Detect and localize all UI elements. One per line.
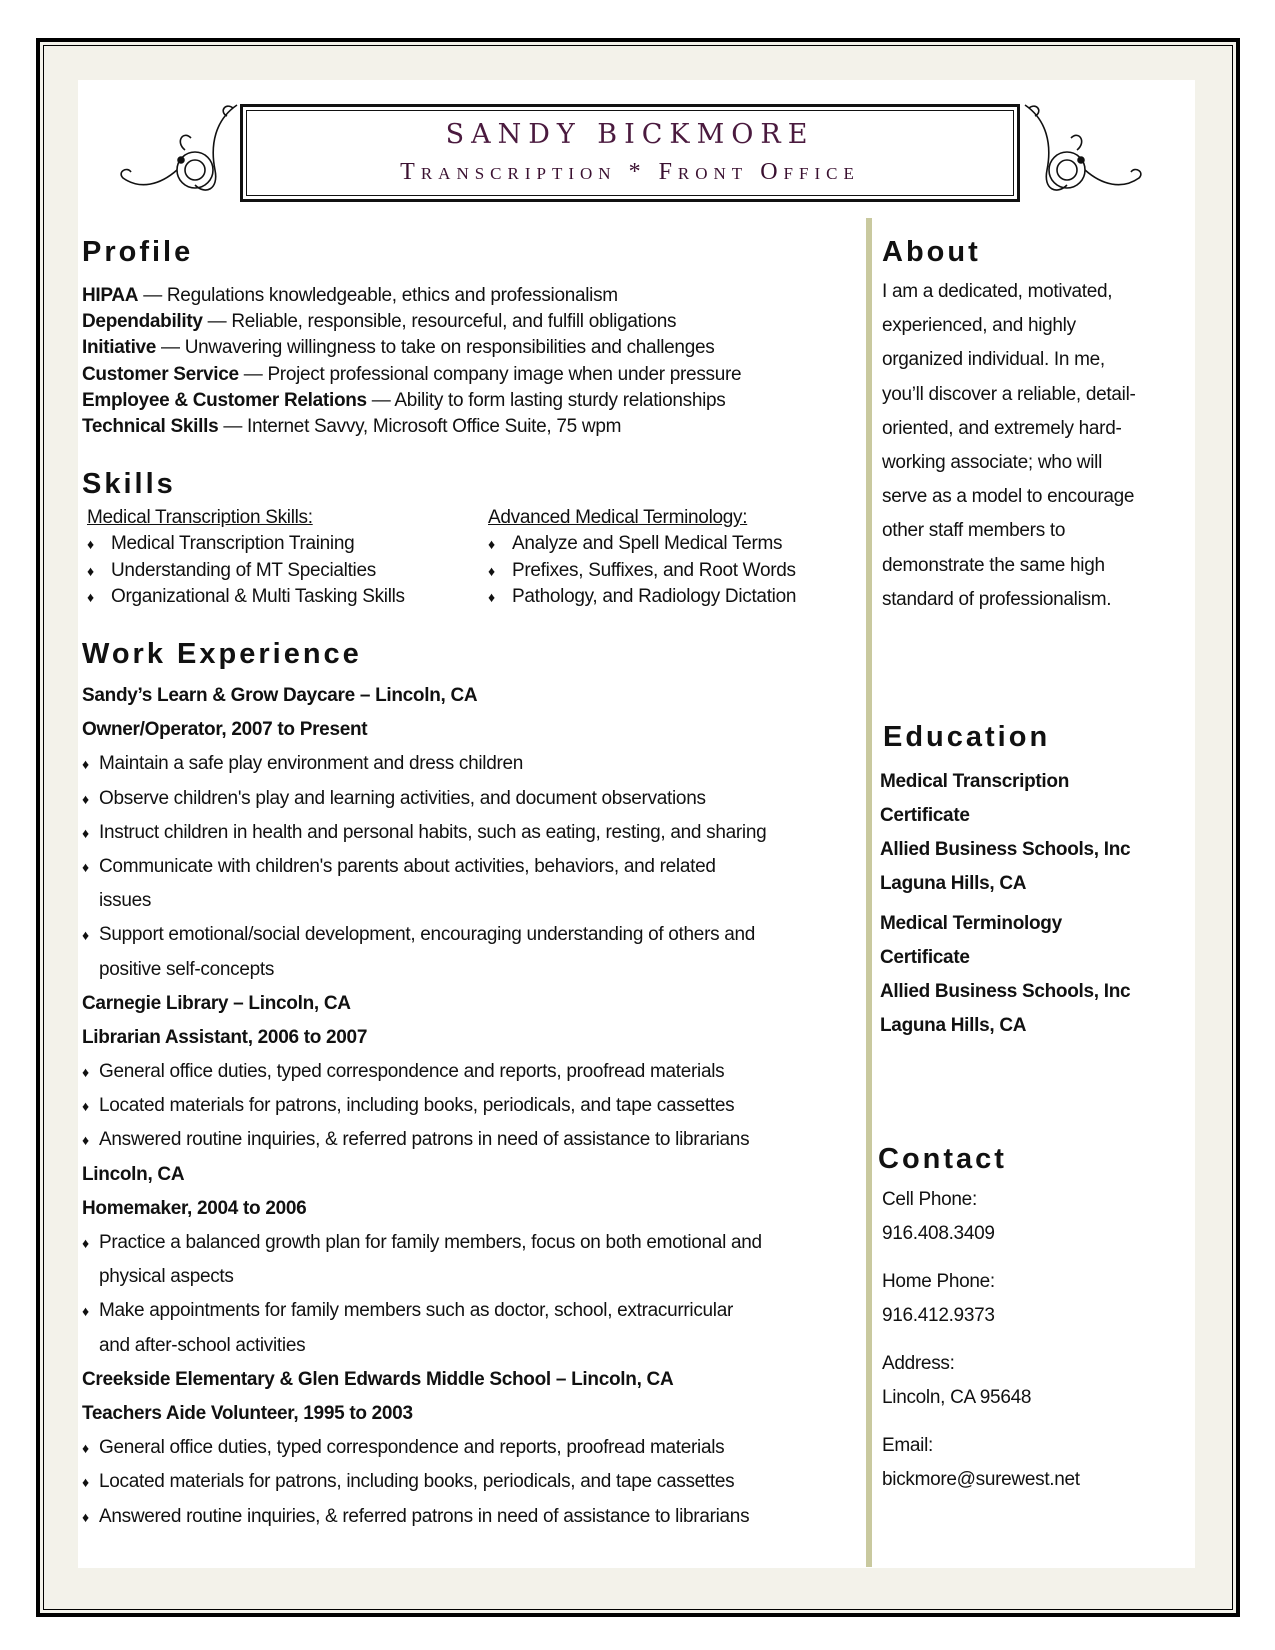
work-experience-list — [82, 685, 766, 1540]
about-line: organized individual. In me, — [882, 349, 1105, 371]
job-heading: Sandy’s Learn & Grow Daycare – Lincoln, CA — [82, 685, 478, 706]
candidate-name: SANDY BICKMORE — [445, 119, 815, 150]
skill-item — [488, 560, 796, 586]
job-duty-continued: physical aspects — [99, 1266, 234, 1288]
email-link[interactable]: bickmore@surewest.net — [882, 1469, 1080, 1490]
bullet-icon: ♦ — [82, 858, 89, 875]
job-duty — [82, 1300, 766, 1334]
profile-text: — Regulations knowledgeable, ethics and professionalism — [138, 285, 618, 306]
bullet-icon: ♦ — [82, 1235, 89, 1251]
about-line: serve as a model to encourage — [882, 486, 1135, 508]
contact-heading: Contact — [878, 1143, 1007, 1175]
profile-item — [82, 311, 741, 337]
bullet-icon: ♦ — [82, 1508, 89, 1525]
skills-column-2 — [488, 507, 796, 612]
work-experience-heading: Work Experience — [82, 638, 362, 670]
about-line: you’ll discover a reliable, detail- — [882, 383, 1136, 405]
email-label: Email: — [882, 1435, 933, 1456]
education-line: Allied Business Schools, Inc — [880, 839, 1131, 860]
skills-subheading: Advanced Medical Terminology: — [488, 507, 748, 528]
profile-label: Customer Service — [82, 363, 239, 385]
about-line: oriented, and extremely hard- — [882, 417, 1122, 439]
about-line: demonstrate the same high — [882, 554, 1105, 576]
bullet-icon: ♦ — [488, 562, 495, 579]
duty-text: Answered routine inquiries, & referred patrons in need of assistance to librarians — [99, 1129, 750, 1151]
contact-info — [882, 1189, 1080, 1503]
profile-label: Dependability — [82, 311, 203, 333]
bullet-icon: ♦ — [82, 927, 89, 944]
job-heading: Lincoln, CA — [82, 1163, 185, 1185]
skills-subheading: Medical Transcription Skills: — [87, 507, 313, 528]
bullet-icon: ♦ — [488, 536, 495, 553]
profile-text: — Internet Savvy, Microsoft Office Suite, 75 wpm — [218, 415, 622, 437]
education-heading: Education — [883, 721, 1051, 753]
duty-text: General office duties, typed correspondence and reports, proofread materials — [99, 1437, 725, 1459]
column-divider — [866, 218, 872, 1567]
bullet-icon: ♦ — [82, 1064, 89, 1081]
candidate-subtitle: Transcription * Front Office — [400, 159, 860, 185]
duty-text: Maintain a safe play environment and dress children — [99, 753, 524, 775]
profile-label: Employee & Customer Relations — [82, 389, 367, 411]
education-line: Laguna Hills, CA — [880, 1015, 1027, 1036]
about-line: I am a dedicated, motivated, — [882, 281, 1113, 302]
education-line: Certificate — [880, 805, 970, 826]
right-ornament-icon — [1022, 100, 1147, 200]
bullet-icon: ♦ — [82, 824, 89, 841]
education-line: Medical Terminology — [880, 913, 1062, 934]
cell-phone-label: Cell Phone: — [882, 1189, 977, 1210]
duty-text: Observe children's play and learning activities, and document observations — [99, 787, 706, 809]
job-heading: Librarian Assistant, 2006 to 2007 — [82, 1026, 368, 1048]
profile-text: — Project professional company image when under pressure — [238, 363, 742, 385]
about-line: working associate; who will — [882, 451, 1102, 473]
about-heading: About — [882, 236, 981, 268]
skill-text: Analyze and Spell Medical Terms — [512, 533, 783, 555]
education-line: Certificate — [880, 947, 970, 968]
job-duty — [82, 1061, 766, 1095]
job-duty — [82, 1437, 766, 1471]
job-duty — [82, 753, 766, 787]
about-line: other staff members to — [882, 520, 1066, 542]
job-duty-continued: and after-school activities — [99, 1334, 306, 1356]
duty-text: Located materials for patrons, including books, periodicals, and tape cassettes — [99, 1095, 735, 1117]
bullet-icon: ♦ — [82, 1303, 89, 1320]
bullet-icon: ♦ — [82, 1132, 89, 1149]
job-duty — [82, 822, 766, 856]
skill-text: Prefixes, Suffixes, and Root Words — [512, 559, 796, 581]
skill-text: Pathology, and Radiology Dictation — [512, 585, 797, 607]
skill-item — [87, 533, 405, 559]
profile-item — [82, 337, 741, 363]
education-line: Allied Business Schools, Inc — [880, 981, 1131, 1002]
bullet-icon: ♦ — [87, 536, 94, 553]
duty-text: Practice a balanced growth plan for family members, focus on both emotional and — [99, 1232, 762, 1253]
skill-text: Medical Transcription Training — [111, 533, 355, 555]
profile-item — [82, 285, 741, 311]
duty-text: Answered routine inquiries, & referred patrons in need of assistance to librarians — [99, 1505, 750, 1527]
profile-list — [82, 285, 741, 442]
address: Lincoln, CA 95648 — [882, 1387, 1032, 1408]
duty-text: Located materials for patrons, including books, periodicals, and tape cassettes — [99, 1471, 735, 1493]
bullet-icon: ♦ — [82, 1098, 89, 1115]
about-line: experienced, and highly — [882, 315, 1076, 337]
profile-label: Technical Skills — [82, 415, 219, 437]
about-text — [882, 281, 1136, 623]
profile-heading: Profile — [82, 236, 194, 268]
job-duty-continued: issues — [99, 890, 152, 912]
job-heading: Homemaker, 2004 to 2006 — [82, 1197, 307, 1219]
left-ornament-icon — [115, 100, 240, 200]
bullet-icon: ♦ — [82, 790, 89, 807]
bullet-icon: ♦ — [87, 562, 94, 579]
duty-text: Instruct children in health and personal habits, such as eating, resting, and sharing — [99, 821, 767, 843]
skill-text: Understanding of MT Specialties — [111, 559, 376, 581]
profile-item — [82, 416, 741, 442]
profile-label: HIPAA — [82, 285, 139, 306]
skill-item — [488, 533, 796, 559]
bullet-icon: ♦ — [87, 588, 94, 605]
duty-text: Communicate with children's parents about activities, behaviors, and related — [99, 855, 716, 877]
bullet-icon: ♦ — [488, 588, 495, 605]
address-label: Address: — [882, 1353, 955, 1374]
bullet-icon: ♦ — [82, 756, 89, 773]
bullet-icon: ♦ — [82, 1474, 89, 1491]
job-heading: Creekside Elementary & Glen Edwards Middle School – Lincoln, CA — [82, 1368, 674, 1390]
job-duty — [82, 1095, 766, 1129]
profile-item — [82, 390, 741, 416]
skills-heading: Skills — [82, 468, 176, 500]
job-duty — [82, 1129, 766, 1163]
duty-text: Make appointments for family members such as doctor, school, extracurricular — [99, 1300, 734, 1322]
skill-item — [87, 560, 405, 586]
profile-text: — Ability to form lasting sturdy relationships — [366, 389, 726, 411]
bullet-icon: ♦ — [82, 1440, 89, 1457]
profile-text: — Reliable, responsible, resourceful, and fulfill obligations — [202, 311, 677, 333]
profile-text: — Unwavering willingness to take on responsibilities and challenges — [156, 337, 715, 359]
education-list — [880, 771, 1130, 1049]
name-header-box — [240, 104, 1020, 202]
duty-text: Support emotional/social development, encouraging understanding of others and — [99, 924, 756, 946]
job-heading: Teachers Aide Volunteer, 1995 to 2003 — [82, 1402, 413, 1424]
skills-column-1 — [87, 507, 405, 612]
duty-text: General office duties, typed correspondence and reports, proofread materials — [99, 1061, 725, 1083]
skill-text: Organizational & Multi Tasking Skills — [111, 585, 405, 607]
skill-item — [488, 586, 796, 612]
job-duty — [82, 856, 766, 890]
home-phone-label: Home Phone: — [882, 1271, 995, 1292]
education-line: Medical Transcription — [880, 771, 1070, 792]
skill-item — [87, 586, 405, 612]
job-heading: Carnegie Library – Lincoln, CA — [82, 992, 351, 1014]
about-line: standard of professionalism. — [882, 588, 1112, 610]
education-line: Laguna Hills, CA — [880, 873, 1027, 894]
job-duty — [82, 1232, 766, 1266]
job-duty — [82, 788, 766, 822]
cell-phone: 916.408.3409 — [882, 1223, 995, 1244]
job-duty — [82, 1471, 766, 1505]
job-duty — [82, 924, 766, 958]
profile-label: Initiative — [82, 337, 157, 359]
profile-item — [82, 364, 741, 390]
job-heading: Owner/Operator, 2007 to Present — [82, 719, 368, 741]
home-phone: 916.412.9373 — [882, 1305, 995, 1326]
job-duty-continued: positive self-concepts — [99, 958, 275, 980]
job-duty — [82, 1506, 766, 1540]
